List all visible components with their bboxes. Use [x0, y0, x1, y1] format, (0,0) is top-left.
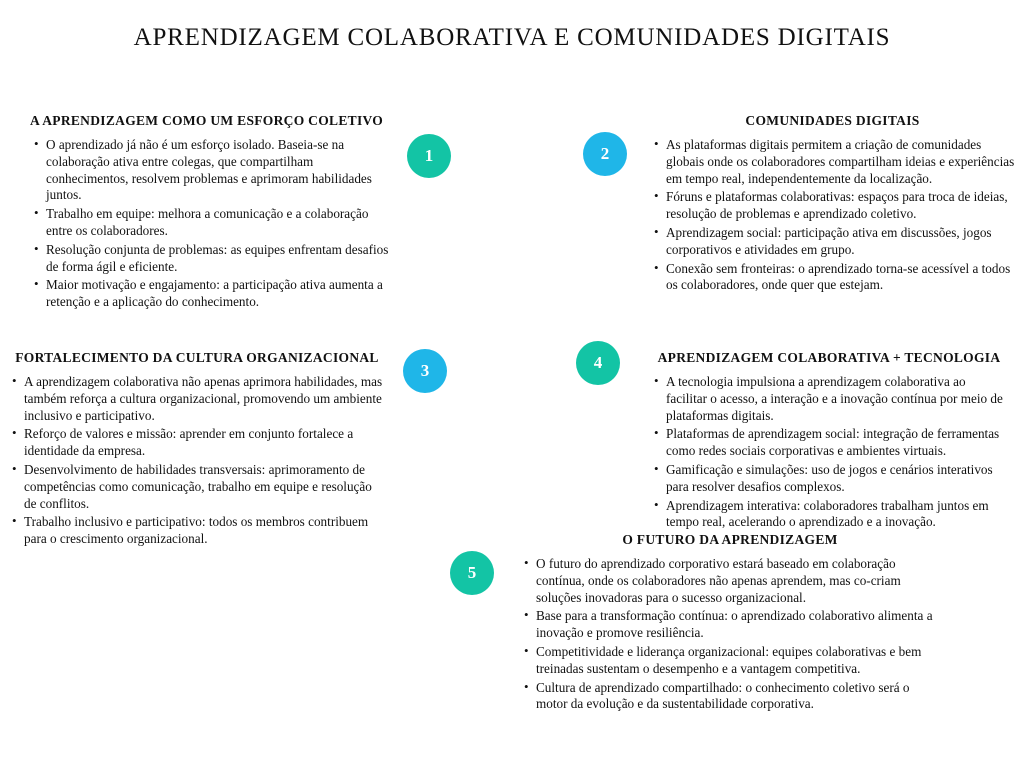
section-3-heading: FORTALECIMENTO DA CULTURA ORGANIZACIONAL: [15, 350, 379, 365]
section-5-heading: O FUTURO DA APRENDIZAGEM: [622, 532, 838, 547]
list-item: • Trabalho em equipe: melhora a comunicação e a colaboração entre os colaboradores.: [46, 206, 395, 240]
section-3: [8, 350, 386, 550]
list-item: • Fóruns e plataformas colaborativas: espaços para troca de ideias, resolução de problemas e aprendizado coletivo.: [666, 189, 1015, 223]
list-item: • Base para a transformação contínua: o aprendizado colaborativo alimenta a inovação e promove resiliência.: [536, 608, 940, 642]
step-badge-5: 5: [450, 551, 494, 595]
list-item: • Maior motivação e engajamento: a participação ativa aumenta a retenção e a aplicação do conhecimento.: [46, 277, 395, 311]
section-2-bullet-list: [650, 137, 1015, 294]
section-5-bullet-list: [520, 556, 940, 713]
step-badge-4: 4: [576, 341, 620, 385]
section-1: [30, 113, 395, 313]
step-badge-3: 3: [403, 349, 447, 393]
section-4-bullet-list: [650, 374, 1008, 531]
list-item: • Desenvolvimento de habilidades transversais: aprimoramento de competências como comunicação, trabalho em equipe e resolução de conflitos.: [24, 462, 386, 512]
section-5: [520, 532, 940, 715]
page-title: APRENDIZAGEM COLABORATIVA E COMUNIDADES DIGITAIS: [133, 24, 891, 51]
list-item: • O futuro do aprendizado corporativo estará baseado em colaboração contínua, onde os colaboradores não apenas aprendem, mas co-criam soluções inovadoras para o sucesso organizacional.: [536, 556, 940, 606]
list-item: • Aprendizagem interativa: colaboradores trabalham juntos em tempo real, acelerando o aprendizado e a inovação.: [666, 498, 1008, 532]
list-item: • Trabalho inclusivo e participativo: todos os membros contribuem para o crescimento organizacional.: [24, 514, 386, 548]
section-1-bullet-list: [30, 137, 395, 311]
list-item: • Plataformas de aprendizagem social: integração de ferramentas como redes sociais corporativas e ambientes virtuais.: [666, 426, 1008, 460]
list-item: • Gamificação e simulações: uso de jogos e cenários interativos para resolver desafios complexos.: [666, 462, 1008, 496]
section-2: [650, 113, 1015, 296]
list-item: • Conexão sem fronteiras: o aprendizado torna-se acessível a todos os colaboradores, onde quer que estejam.: [666, 261, 1015, 295]
section-3-bullet-list: [8, 374, 386, 548]
list-item: • A tecnologia impulsiona a aprendizagem colaborativa ao facilitar o acesso, a interação e a inovação contínua por meio de plataformas digitais.: [666, 374, 1008, 424]
step-badge-1: 1: [407, 134, 451, 178]
section-2-heading: COMUNIDADES DIGITAIS: [745, 113, 920, 128]
list-item: • Cultura de aprendizado compartilhado: o conhecimento coletivo será o motor da evolução e da sustentabilidade corporativa.: [536, 680, 940, 714]
list-item: • Aprendizagem social: participação ativa em discussões, jogos corporativos e atividades em grupo.: [666, 225, 1015, 259]
list-item: • Competitividade e liderança organizacional: equipes colaborativas e bem treinadas sustentam o desempenho e a vantagem competitiva.: [536, 644, 940, 678]
section-1-heading: A APRENDIZAGEM COMO UM ESFORÇO COLETIVO: [30, 113, 384, 128]
section-4-heading: APRENDIZAGEM COLABORATIVA + TECNOLOGIA: [657, 350, 1001, 365]
list-item: • A aprendizagem colaborativa não apenas aprimora habilidades, mas também reforça a cultura organizacional, promovendo um ambiente inclusivo e participativo.: [24, 374, 386, 424]
list-item: • Reforço de valores e missão: aprender em conjunto fortalece a identidade da empresa.: [24, 426, 386, 460]
list-item: • As plataformas digitais permitem a criação de comunidades globais onde os colaboradores compartilham ideias e experiências em tempo real, independentemente da localização.: [666, 137, 1015, 187]
list-item: • Resolução conjunta de problemas: as equipes enfrentam desafios de forma ágil e eficiente.: [46, 242, 395, 276]
list-item: • O aprendizado já não é um esforço isolado. Baseia-se na colaboração ativa entre colegas, que compartilham conhecimentos, resolvem problemas e aprimoram habilidades juntos.: [46, 137, 395, 204]
section-4: [650, 350, 1008, 533]
step-badge-2: 2: [583, 132, 627, 176]
